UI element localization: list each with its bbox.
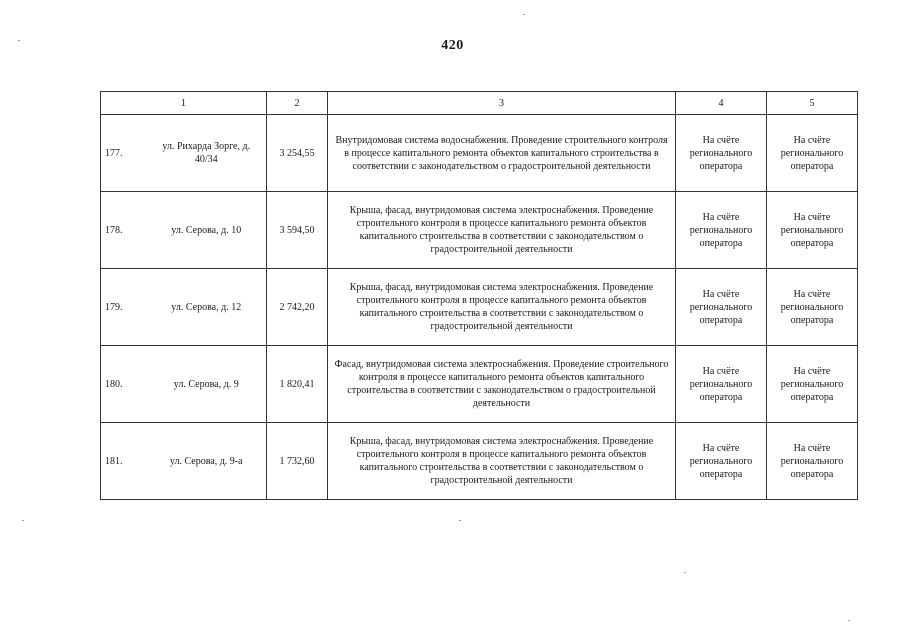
header-col-5: 5	[767, 92, 858, 115]
row-works: Крыша, фасад, внутридомовая система электроснабжения. Проведение строительного контроля в процессе капитального ремонта объектов капитального строительства в соответствии с законодательством о градостроительной деятельности	[328, 192, 676, 269]
table-row	[101, 346, 858, 423]
table-row	[101, 269, 858, 346]
row-works: Крыша, фасад, внутридомовая система электроснабжения. Проведение строительного контроля в процессе капитального ремонта объектов капитального строительства в соответствии с законодательством о градостроительной деятельности	[328, 269, 676, 346]
row-address: ул. Серова, д. 10	[147, 192, 267, 269]
row-address: ул. Серова, д. 9-а	[147, 423, 267, 500]
header-col-3: 3	[328, 92, 676, 115]
scan-speck	[848, 620, 850, 621]
row-number: 181.	[101, 423, 147, 500]
scan-speck	[459, 520, 461, 521]
row-number: 179.	[101, 269, 147, 346]
row-col5: На счёте регионального оператора	[767, 346, 858, 423]
row-cost: 1 820,41	[267, 346, 328, 423]
row-address: ул. Рихарда Зорге, д. 40/34	[147, 115, 267, 192]
row-number: 180.	[101, 346, 147, 423]
row-cost: 1 732,60	[267, 423, 328, 500]
table-row	[101, 423, 858, 500]
row-address: ул. Серова, д. 12	[147, 269, 267, 346]
row-col5: На счёте регионального оператора	[767, 269, 858, 346]
header-col-2: 2	[267, 92, 328, 115]
row-col4: На счёте регионального оператора	[676, 269, 767, 346]
header-col-4: 4	[676, 92, 767, 115]
table-row	[101, 192, 858, 269]
row-number: 178.	[101, 192, 147, 269]
scan-speck	[684, 572, 686, 573]
scan-speck	[22, 520, 24, 521]
row-cost: 2 742,20	[267, 269, 328, 346]
row-col4: На счёте регионального оператора	[676, 346, 767, 423]
row-col5: На счёте регионального оператора	[767, 192, 858, 269]
scan-speck	[18, 40, 20, 41]
row-works: Внутридомовая система водоснабжения. Проведение строительного контроля в процессе капитального ремонта объектов капитального строительства в соответствии с законодательством о градостроительной деятельности	[328, 115, 676, 192]
table-row	[101, 115, 858, 192]
row-works: Крыша, фасад, внутридомовая система электроснабжения. Проведение строительного контроля в процессе капитального ремонта объектов капитального строительства в соответствии с законодательством о градостроительной деятельности	[328, 423, 676, 500]
row-col5: На счёте регионального оператора	[767, 115, 858, 192]
row-address: ул. Серова, д. 9	[147, 346, 267, 423]
row-col4: На счёте регионального оператора	[676, 115, 767, 192]
row-works: Фасад, внутридомовая система электроснабжения. Проведение строительного контроля в процессе капитального ремонта объектов капитального строительства в соответствии с законодательством о градостроительной деятельности	[328, 346, 676, 423]
table-header-row	[101, 92, 858, 115]
row-col4: На счёте регионального оператора	[676, 192, 767, 269]
header-col-1: 1	[101, 92, 267, 115]
row-cost: 3 254,55	[267, 115, 328, 192]
row-number: 177.	[101, 115, 147, 192]
repair-schedule-table	[100, 91, 858, 500]
row-cost: 3 594,50	[267, 192, 328, 269]
page-number: 420	[441, 38, 464, 53]
row-col5: На счёте регионального оператора	[767, 423, 858, 500]
scan-speck	[523, 14, 525, 15]
row-col4: На счёте регионального оператора	[676, 423, 767, 500]
